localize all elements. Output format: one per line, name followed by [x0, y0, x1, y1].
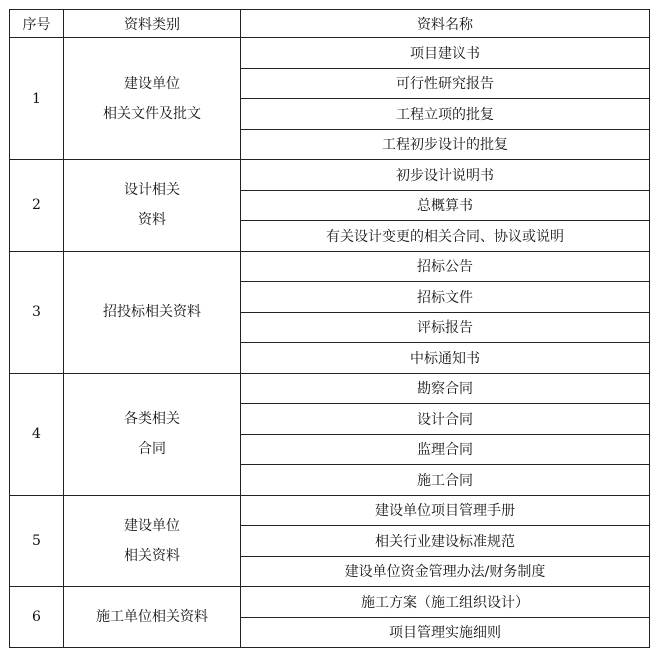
- document-name-cell: 初步设计说明书: [241, 160, 650, 191]
- table-header-row: [10, 10, 650, 38]
- row-number: 6: [10, 587, 64, 648]
- document-name-cell: 工程初步设计的批复: [241, 129, 650, 160]
- category-line: 建设单位: [124, 75, 180, 92]
- row-number: 5: [10, 495, 64, 587]
- table-row: [10, 251, 650, 282]
- header-name: 资料名称: [241, 10, 650, 38]
- table-row: [10, 587, 650, 618]
- category-cell: [64, 373, 241, 495]
- document-name-cell: 可行性研究报告: [241, 68, 650, 99]
- document-name-cell: 招标文件: [241, 282, 650, 313]
- category-line: 设计相关: [124, 182, 180, 199]
- category-line: 招投标相关资料: [103, 304, 201, 320]
- category-cell: [64, 38, 241, 160]
- document-table: [9, 9, 650, 648]
- table-body: [10, 38, 650, 648]
- document-name-cell: 有关设计变更的相关合同、协议或说明: [241, 221, 650, 252]
- document-name-cell: 施工合同: [241, 465, 650, 496]
- table-row: [10, 373, 650, 404]
- table-row: [10, 160, 650, 191]
- category-cell: [64, 160, 241, 252]
- category-cell: [64, 587, 241, 648]
- document-name-cell: 相关行业建设标准规范: [241, 526, 650, 557]
- table-row: [10, 495, 650, 526]
- header-no: 序号: [10, 10, 64, 38]
- category-line: 合同: [138, 441, 166, 457]
- document-name-cell: 建设单位项目管理手册: [241, 495, 650, 526]
- document-name-cell: 项目建议书: [241, 38, 650, 69]
- category-line: 各类相关: [124, 411, 180, 427]
- row-number: 3: [10, 251, 64, 373]
- document-name-cell: 中标通知书: [241, 343, 650, 374]
- document-name-cell: 总概算书: [241, 190, 650, 221]
- table-row: [10, 38, 650, 69]
- document-name-cell: 建设单位资金管理办法/财务制度: [241, 556, 650, 587]
- category-line: 建设单位: [124, 517, 180, 534]
- document-name-cell: 施工方案（施工组织设计）: [241, 587, 650, 618]
- document-name-cell: 勘察合同: [241, 373, 650, 404]
- document-name-cell: 招标公告: [241, 251, 650, 282]
- document-name-cell: 监理合同: [241, 434, 650, 465]
- row-number: 1: [10, 38, 64, 160]
- category-cell: [64, 251, 241, 373]
- document-name-cell: 项目管理实施细则: [241, 617, 650, 648]
- category-line: 资料: [138, 212, 166, 229]
- header-category: 资料类别: [64, 10, 241, 38]
- category-cell: [64, 495, 241, 587]
- category-line: 相关文件及批文: [103, 105, 201, 122]
- category-line: 施工单位相关资料: [96, 609, 208, 625]
- row-number: 2: [10, 160, 64, 252]
- document-name-cell: 评标报告: [241, 312, 650, 343]
- category-line: 相关资料: [124, 547, 180, 564]
- document-name-cell: 设计合同: [241, 404, 650, 435]
- document-name-cell: 工程立项的批复: [241, 99, 650, 130]
- row-number: 4: [10, 373, 64, 495]
